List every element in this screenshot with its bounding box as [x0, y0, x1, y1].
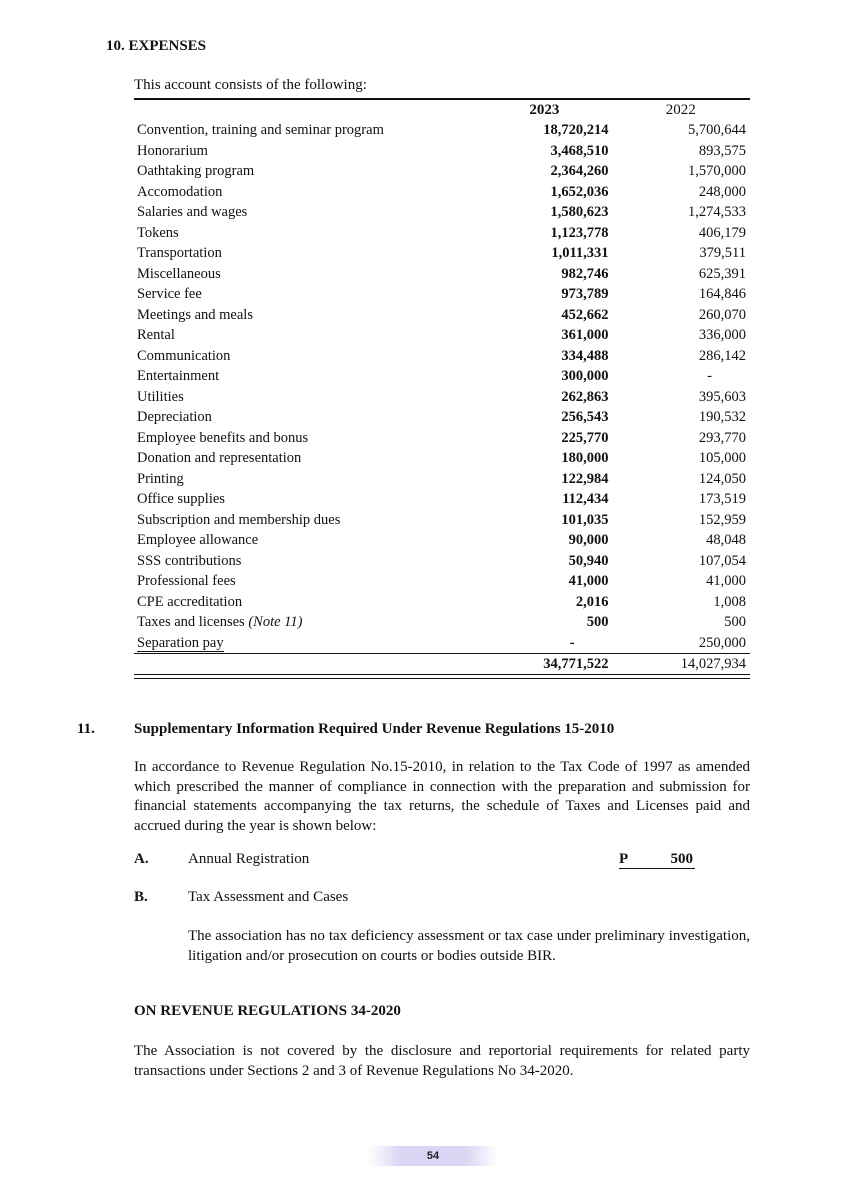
value-2022: 336,000 [698, 327, 746, 343]
value-2023: 50,940 [568, 552, 609, 569]
expense-label-text: Employee allowance [137, 532, 259, 548]
expense-label-text: Utilities [137, 388, 184, 405]
value-2023: 1,580,623 [550, 204, 609, 220]
table-row [134, 489, 750, 510]
expense-label [134, 551, 477, 572]
value-2022: - [707, 368, 712, 384]
value-2022: 5,700,644 [688, 122, 746, 138]
table-row [134, 284, 750, 305]
expense-label [134, 346, 477, 367]
expense-label [134, 407, 477, 428]
expenses-intro: This account consists of the following: [134, 77, 367, 93]
table-row [134, 141, 750, 162]
table-row [134, 571, 750, 592]
value-2022: 893,575 [698, 142, 746, 159]
value-2022: 293,770 [698, 429, 746, 446]
expense-label [134, 633, 477, 654]
expense-label-text: Entertainment [137, 368, 220, 384]
item-a-letter: A. [134, 851, 149, 867]
expense-label-text: Separation pay [137, 634, 224, 651]
value-2023: 1,652,036 [550, 183, 609, 200]
value-2022: 173,519 [698, 491, 746, 507]
value-2023: 1,011,331 [551, 245, 609, 261]
value-2022: 379,511 [699, 245, 746, 261]
value-2022: 152,959 [698, 511, 746, 528]
value-2022: 107,054 [698, 552, 746, 569]
value-2023: 101,035 [561, 511, 609, 528]
value-2022: 1,008 [713, 593, 746, 610]
value-2023: 2,364,260 [550, 163, 609, 179]
value-2022: 1,570,000 [688, 163, 746, 179]
expense-label-text: Convention, training and seminar program [137, 122, 384, 138]
table-row [134, 551, 750, 572]
expense-label [134, 223, 477, 244]
expense-label-text: Rental [137, 327, 175, 343]
item-b-letter: B. [134, 889, 148, 905]
value-2022: 248,000 [698, 183, 746, 200]
expense-label-text: CPE accreditation [137, 593, 243, 610]
value-2023: 982,746 [561, 265, 609, 282]
value-2022: 500 [724, 614, 746, 630]
page-number: 54 [368, 1146, 498, 1166]
expense-label [134, 284, 477, 305]
value-2022: 190,532 [698, 409, 746, 425]
value-2023: 3,468,510 [550, 142, 609, 159]
value-2023: 500 [586, 614, 609, 630]
total-2022: 14,027,934 [613, 654, 750, 675]
table-row [134, 510, 750, 531]
expense-label-text: Miscellaneous [137, 265, 221, 282]
expense-label [134, 182, 477, 203]
expense-label-text: Professional fees [137, 573, 236, 589]
table-row [134, 223, 750, 244]
expenses-table [134, 98, 750, 675]
expense-label-text: Donation and representation [137, 450, 302, 466]
expense-label-text: Printing [137, 470, 184, 487]
item-a-amount-cell [619, 851, 695, 869]
value-2023: 256,543 [561, 409, 609, 425]
expense-label-text: Honorarium [137, 142, 208, 159]
table-row [134, 305, 750, 326]
expense-label [134, 141, 477, 162]
expense-label [134, 264, 477, 285]
expense-label-text: Salaries and wages [137, 204, 248, 220]
value-2023: 122,984 [561, 470, 609, 487]
expense-label-text: Subscription and membership dues [137, 511, 341, 528]
item-a-amount: 500 [670, 851, 693, 867]
table-row [134, 633, 750, 654]
expense-label-text: Oathtaking program [137, 163, 255, 179]
item-a-label: Annual Registration [188, 851, 310, 867]
value-2023: 262,863 [561, 388, 609, 405]
section-11-number: 11. [77, 721, 95, 737]
value-2023: 225,770 [561, 429, 609, 446]
value-2023: 180,000 [561, 450, 609, 466]
table-row [134, 346, 750, 367]
value-2022: 1,274,533 [688, 204, 746, 220]
table-row [134, 243, 750, 264]
expense-label [134, 120, 477, 141]
value-2023: 1,123,778 [550, 224, 609, 241]
value-2023: 973,789 [561, 286, 609, 302]
expense-label-text: SSS contributions [137, 552, 242, 569]
expense-label [134, 571, 477, 592]
item-b-text: The association has no tax deficiency assessment or tax case under preliminary investigation, litigation and/or prosecution on courts or bodies outside BIR. [188, 928, 750, 964]
column-header-2022: 2022 [613, 99, 750, 120]
expense-label [134, 387, 477, 408]
expense-label-text: Meetings and meals [137, 306, 253, 323]
value-2022: 406,179 [698, 224, 746, 241]
expense-label [134, 448, 477, 469]
expense-label [134, 325, 477, 346]
expense-label-text: Accomodation [137, 183, 223, 200]
expense-label [134, 612, 477, 633]
expense-label-text: Office supplies [137, 491, 225, 507]
value-2023: 41,000 [568, 573, 609, 589]
table-row [134, 366, 750, 387]
table-row [134, 469, 750, 490]
value-2022: 625,391 [698, 265, 746, 282]
section-11-heading: Supplementary Information Required Under Revenue Regulations 15-2010 [134, 721, 615, 737]
item-b-label: Tax Assessment and Cases [188, 889, 349, 905]
table-row [134, 592, 750, 613]
table-row [134, 428, 750, 449]
table-row [134, 448, 750, 469]
value-2022: 124,050 [698, 470, 746, 487]
value-2022: 395,603 [698, 388, 746, 405]
expense-label [134, 530, 477, 551]
section-11-paragraph: In accordance to Revenue Regulation No.15-2010, in relation to the Tax Code of 1997 as amended which prescribed the manner of compliance in connection with the preparation and submission for financial statements accompanying the tax returns, the schedule of Taxes and Licenses paid and accrued during the year is shown below: [134, 759, 750, 834]
table-row [134, 612, 750, 633]
expense-label [134, 305, 477, 326]
expense-label-text: Employee benefits and bonus [137, 429, 309, 446]
value-2023: 452,662 [561, 306, 609, 323]
table-row [134, 161, 750, 182]
expense-label [134, 592, 477, 613]
table-header-row [134, 99, 750, 120]
value-2022: 164,846 [698, 286, 746, 302]
value-2022: 41,000 [706, 573, 746, 589]
expense-label-text: Communication [137, 347, 231, 364]
total-row [134, 654, 750, 675]
section-10-heading: 10. EXPENSES [106, 38, 207, 54]
value-2023: 361,000 [561, 327, 609, 343]
value-2022: 105,000 [698, 450, 746, 466]
value-2022: 286,142 [698, 347, 746, 364]
rr34-heading: ON REVENUE REGULATIONS 34-2020 [134, 1003, 401, 1019]
total-label-cell [134, 654, 477, 675]
peso-sign: P [619, 851, 629, 867]
table-row [134, 120, 750, 141]
value-2023: - [569, 634, 575, 651]
value-2022: 250,000 [698, 634, 746, 651]
expense-label [134, 489, 477, 510]
expense-label [134, 243, 477, 264]
value-2022: 48,048 [706, 532, 746, 548]
table-row [134, 407, 750, 428]
expense-label-text: Transportation [137, 245, 222, 261]
value-2022: 260,070 [698, 306, 746, 323]
expense-note-ref: (Note 11) [248, 614, 303, 630]
table-row [134, 182, 750, 203]
expense-label-text: Taxes and licenses [137, 614, 249, 630]
table-row [134, 530, 750, 551]
expense-label-text: Service fee [137, 286, 202, 302]
expense-label-text: Tokens [137, 224, 179, 241]
table-row [134, 202, 750, 223]
total-double-underline [134, 674, 750, 679]
column-header-2023: 2023 [477, 99, 612, 120]
table-row [134, 325, 750, 346]
expense-label [134, 510, 477, 531]
expense-label [134, 469, 477, 490]
table-row [134, 387, 750, 408]
value-2023: 18,720,214 [543, 122, 609, 138]
expense-label [134, 366, 477, 387]
expense-label-text: Depreciation [137, 409, 212, 425]
expense-label [134, 161, 477, 182]
value-2023: 112,434 [562, 491, 609, 507]
table-row [134, 264, 750, 285]
value-2023: 334,488 [561, 347, 609, 364]
expense-label [134, 202, 477, 223]
value-2023: 90,000 [568, 532, 609, 548]
total-2023: 34,771,522 [477, 654, 612, 675]
value-2023: 300,000 [561, 368, 609, 384]
expense-label [134, 428, 477, 449]
rr34-paragraph: The Association is not covered by the disclosure and reportorial requirements for related party transactions under Sections 2 and 3 of Revenue Regulations No 34-2020. [134, 1043, 750, 1079]
value-2023: 2,016 [575, 593, 609, 610]
